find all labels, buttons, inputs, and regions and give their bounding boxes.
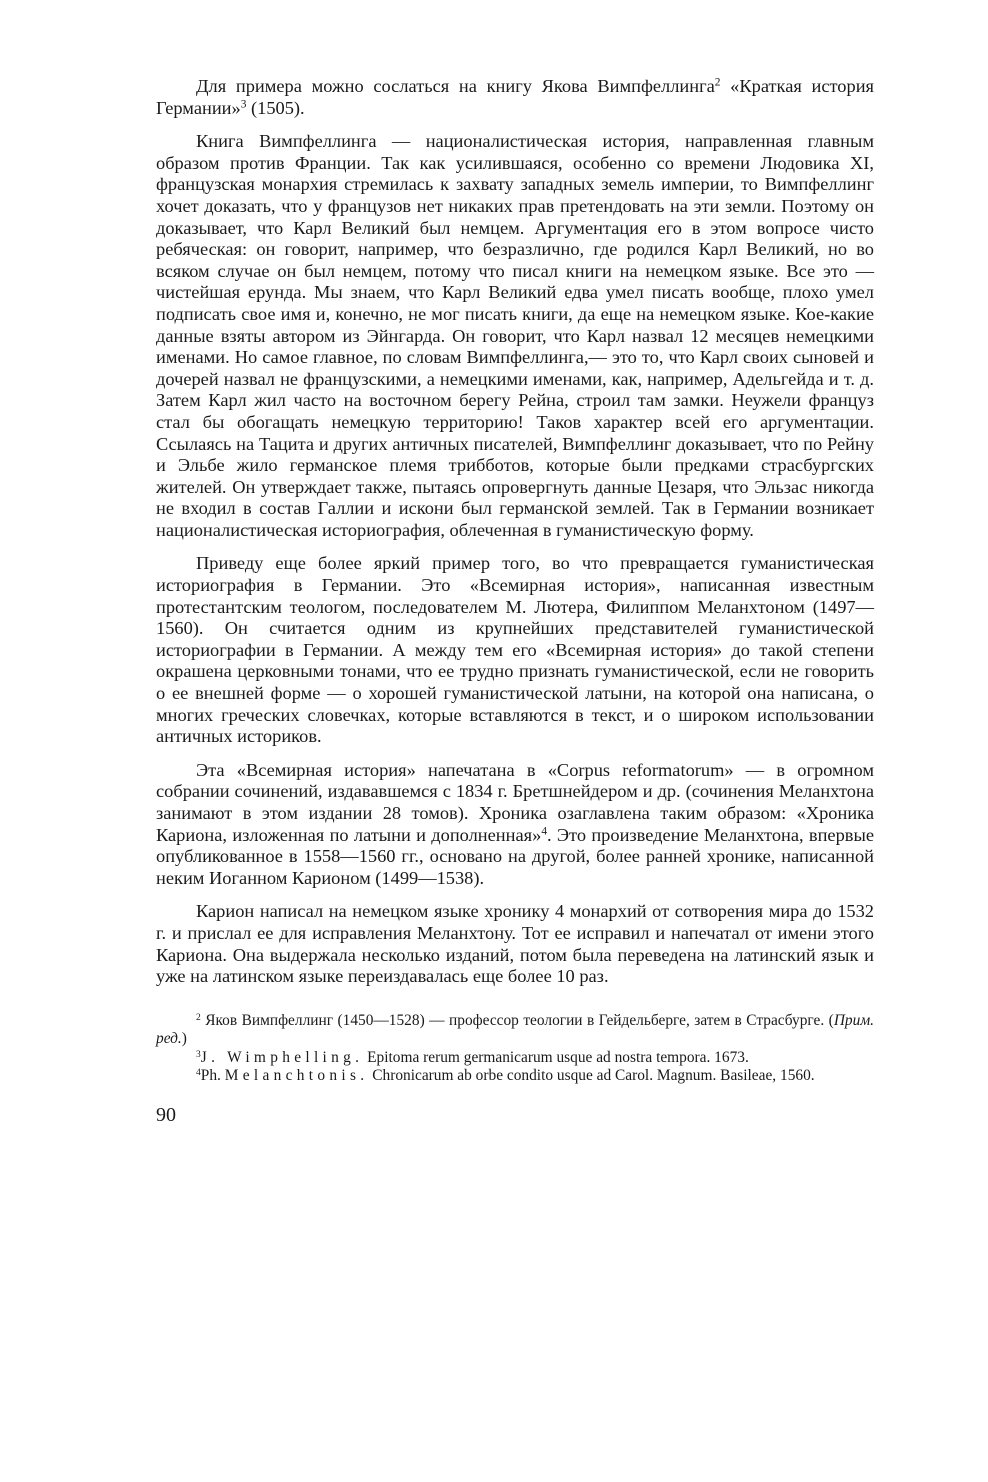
paragraph-gap <box>156 748 874 760</box>
paragraph-gap <box>156 541 874 553</box>
footnote-ref-3[interactable]: 3 <box>240 98 247 111</box>
page-number: 90 <box>156 1103 176 1126</box>
footnote-ref-4[interactable]: 4 <box>541 825 548 838</box>
paragraph-gap <box>156 119 874 131</box>
paragraph-text: (1505). <box>246 97 305 118</box>
footnote-author: J. Wimphelling. <box>200 1048 364 1066</box>
paragraph-carion: Карион написал на немецком языке хронику 4 монархий от сотворения мира до 1532 г. и прислал ее для исправления Меланхтону. Тот ее исправил и напечатал от имени этого Кариона. Она выдержала несколько изданий, потом была переведена на латинский язык и уже на латинском языке переиздавалась еще более 10 раз. <box>156 901 874 987</box>
footnote-text: ) <box>181 1030 187 1048</box>
paragraph-intro <box>156 76 874 119</box>
footnote-mark: 2 <box>196 1011 201 1023</box>
footnote-mark: 4 <box>196 1067 201 1078</box>
book-page <box>156 76 874 1127</box>
footnote-mark: 3 <box>196 1048 201 1060</box>
paragraph-gap <box>156 889 874 901</box>
footnote-3 <box>156 1049 874 1068</box>
footnote-text: Chronicarum ab orbe condito usque ad Carol. Magnum. Basileae, 1560. <box>368 1067 815 1085</box>
paragraph-corpus-reformatorum <box>156 760 874 890</box>
footnote-text: Яков Вимпфеллинг (1450—1528) — профессор теологии в Гейдельберге, затем в Страсбурге. ( <box>200 1011 834 1029</box>
footnote-initials: Ph. <box>200 1067 225 1085</box>
footnote-ref-2[interactable]: 2 <box>714 76 721 89</box>
paragraph-text: Для примера можно сослаться на книгу Якова Вимпфеллинга <box>196 76 715 96</box>
footnote-4 <box>156 1067 874 1086</box>
paragraph-wimpfeling-book: Книга Вимпфеллинга — националистическая история, направленная главным образом против Франции. Так как усилившаяся, особенно со времени Людовика XI, французская монархия стремилась к захвату западных земель империи, то Вимпфеллинг хочет доказать, что у французов нет никаких прав претендовать на эти земли. Поэтому он доказывает, что Карл Великий был немцем. Аргументация его в этом вопросе чисто ребяческая: он говорит, например, что безразлично, где родился Карл Великий, но во всяком случае он был немцем, потому что писал книги на немецком языке. Все это — чистейшая ерунда. Мы знаем, что Карл Великий едва умел писать вообще, плохо умел подписать свое имя и, конечно, не мог писать книги, да еще на немецком языке. Кое-какие данные взяты автором из Эйнгарда. Он говорит, что Карл назвал 12 месяцев немецкими именами. Но самое главное, по словам Вимпфеллинга,— это то, что Карл своих сыновей и дочерей назвал не французскими, а немецкими именами, как, например, Адельгейда и т. д. Затем Карл жил часто на восточном берегу Рейна, строил там замки. Неужели француз стал бы обогащать немецкую территорию! Таков характер всей его аргументации. Ссылаясь на Тацита и других античных писателей, Вимпфеллинг доказывает, что по Рейну и Эльбе жило германское племя трибботов, которые были предками страсбургских жителей. Он утверждает также, пытаясь опровергнуть данные Цезаря, что Эльзас никогда не входил в состав Галлии и искони был германской землей. Так в Германии возникает националистическая историография, облеченная в гуманистическую форму. <box>156 131 874 540</box>
paragraph-text: «Краткая история Германии» <box>156 76 874 118</box>
footnote-2 <box>156 1012 874 1049</box>
paragraph-text: Эта «Всемирная история» напечатана в «Corpus reformatorum» — в огромном собрании сочинений, издававшемся с 1834 г. Бретшнейдером и др. (сочинения Меланхтона занимают в этом издании 28 томов). Хроника озаглавлена таким образом: «Хроника Кариона, изложенная по латыни и дополненная» <box>156 759 874 845</box>
editor-note: Прим. ред. <box>156 1011 874 1048</box>
paragraph-text: . Это произведение Меланхтона, впервые опубликованное в 1558—1560 гг., основано на другой, более ранней хронике, написанной неким Иоганном Карионом (1499—1538). <box>156 824 874 888</box>
footnote-text: Epitoma rerum germanicarum usque ad nostra tempora. 1673. <box>363 1048 749 1066</box>
footnote-author: Melanchtonis. <box>224 1067 369 1085</box>
footnotes <box>156 1012 874 1086</box>
paragraph-melanchthon: Приведу еще более яркий пример того, во что превращается гуманистическая историография в Германии. Это «Всемирная история», написанная известным протестантским теологом, последователем М. Лютера, Филиппом Меланхтоном (1497—1560). Он считается одним из крупнейших представителей гуманистической историографии в Германии. А между тем его «Всемирная история» до такой степени окрашена церковными тонами, что ее трудно признать гуманистической, если не говорить о ее внешней форме — о хорошей гуманистической латыни, на которой она написана, о многих греческих словечках, которые вставляются в текст, и о широком использовании античных историков. <box>156 553 874 747</box>
